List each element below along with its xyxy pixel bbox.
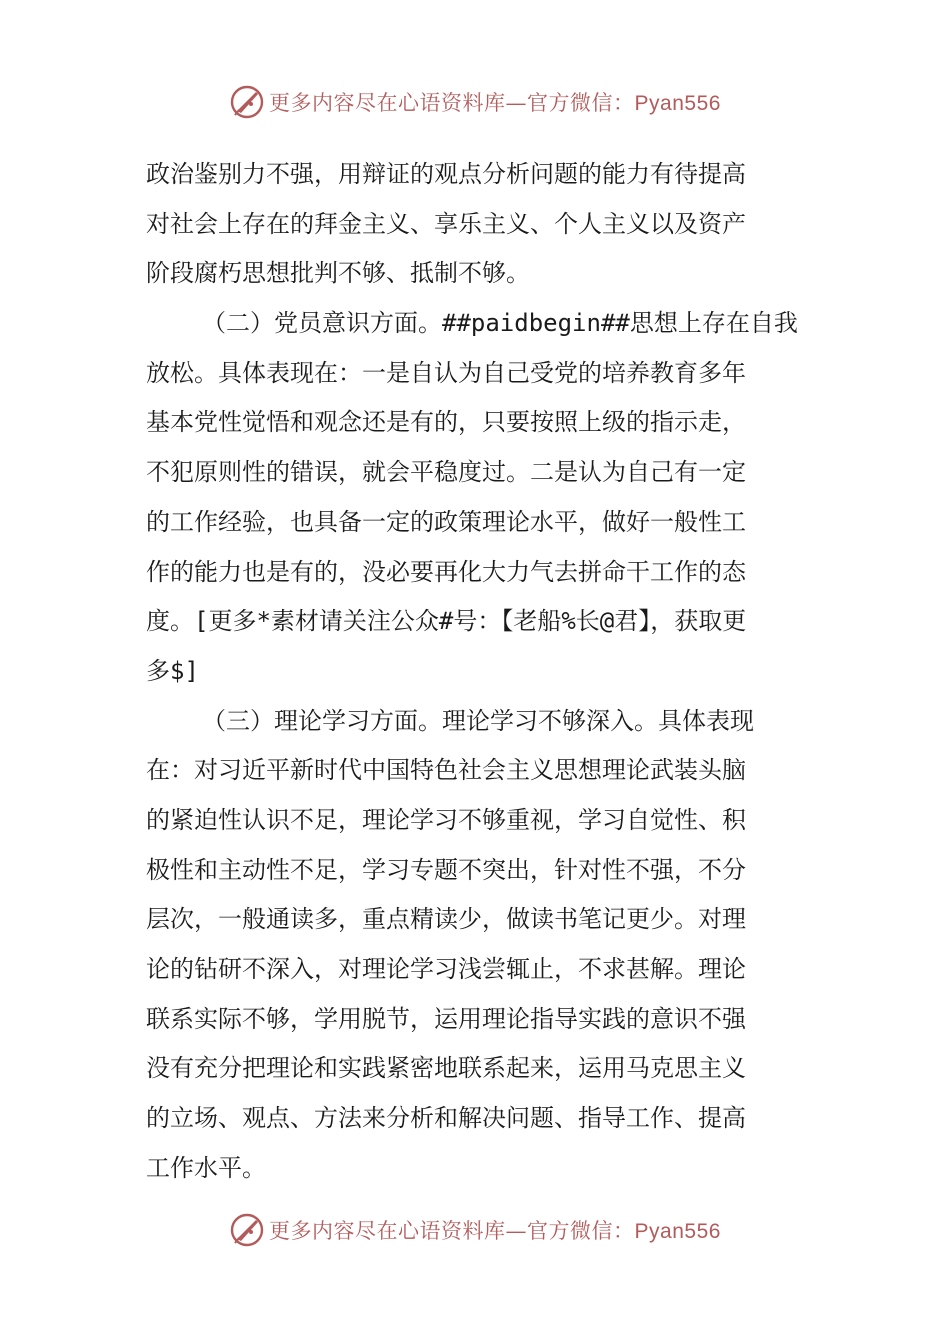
text-line: 政治鉴别力不强，用辩证的观点分析问题的能力有待提高	[146, 160, 746, 188]
footer-banner	[0, 1210, 950, 1250]
text-line: 的工作经验，也具备一定的政策理论水平，做好一般性工	[146, 507, 746, 536]
header-banner	[0, 82, 950, 122]
footer-banner-label: 更多内容尽在心语资料库—官方微信：	[269, 1219, 635, 1243]
section-two-heading-line: （二）党员意识方面。##paidbegin##思想上存在自我	[202, 309, 798, 338]
text-line: 层次，一般通读多，重点精读少，做读书笔记更少。对理	[146, 905, 746, 934]
footer-banner-text	[269, 1215, 721, 1245]
text-line: 在：对习近平新时代中国特色社会主义思想理论武装头脑	[146, 756, 746, 785]
text-line: 不犯原则性的错误，就会平稳度过。二是认为自己有一定	[146, 458, 746, 487]
text-line: 极性和主动性不足，学习专题不突出，针对性不强，不分	[146, 855, 746, 884]
text-line: 放松。具体表现在：一是自认为自己受党的培养教育多年	[146, 358, 746, 387]
quill-logo-icon	[229, 1212, 265, 1248]
text-line: 多$]	[146, 656, 199, 685]
text-line: 联系实际不够，学用脱节，运用理论指导实践的意识不强	[146, 1004, 746, 1033]
quill-logo-icon	[229, 84, 265, 120]
text-line: 论的钻研不深入，对理论学习浅尝辄止，不求甚解。理论	[146, 955, 746, 983]
text-line: 工作水平。	[146, 1153, 266, 1182]
text-line: 作的能力也是有的，没必要再化大力气去拼命干工作的态	[146, 557, 746, 586]
document-body	[146, 150, 806, 1193]
text-line: 的紧迫性认识不足，理论学习不够重视，学习自觉性、积	[146, 805, 746, 834]
footer-wechat-id: Pyan556	[634, 1220, 721, 1243]
text-line: 度。[更多*素材请关注公众#号：【老船%长@君】，获取更	[146, 607, 747, 636]
text-line: 对社会上存在的拜金主义、享乐主义、个人主义以及资产	[146, 209, 746, 238]
text-line: 阶段腐朽思想批判不够、抵制不够。	[146, 259, 530, 288]
header-banner-label: 更多内容尽在心语资料库—官方微信：	[269, 91, 635, 115]
text-line: 的立场、观点、方法来分析和解决问题、指导工作、提高	[146, 1104, 746, 1133]
text-line: 没有充分把理论和实践紧密地联系起来，运用马克思主义	[146, 1054, 746, 1083]
section-three-heading-line: （三）理论学习方面。理论学习不够深入。具体表现	[202, 706, 754, 735]
header-banner-text	[269, 87, 721, 117]
text-line: 基本党性觉悟和观念还是有的，只要按照上级的指示走，	[146, 408, 746, 437]
header-wechat-id: Pyan556	[634, 92, 721, 115]
